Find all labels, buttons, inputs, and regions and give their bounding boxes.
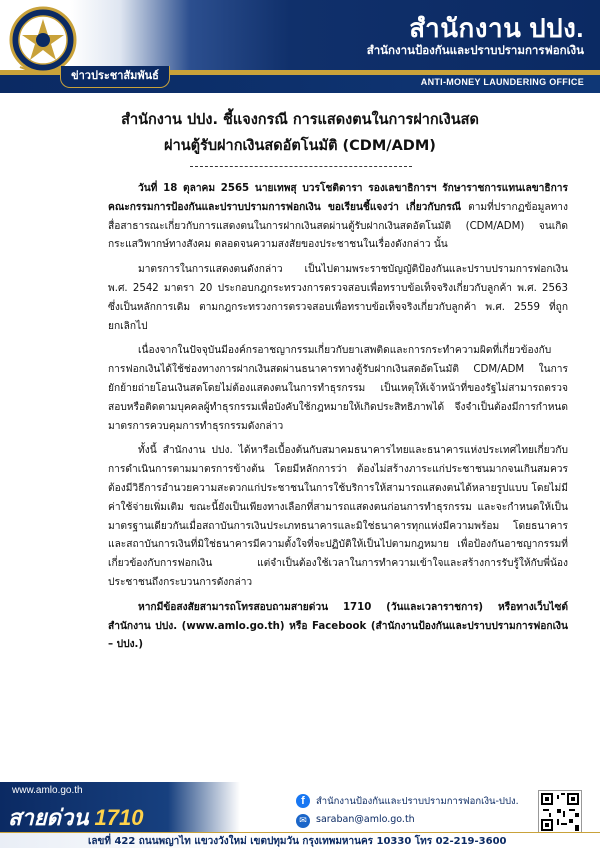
website-link[interactable]: www.amlo.go.th	[12, 785, 83, 796]
facebook-link[interactable]: สำนักงานป้องกันและปราบปรามการฟอกเงิน-ปปง.	[316, 796, 519, 807]
org-subtitle: สำนักงานป้องกันและปราบปรามการฟอกเงิน	[366, 43, 584, 57]
title-divider	[190, 166, 412, 167]
document-body	[108, 180, 568, 661]
document-title-line1: สำนักงาน ปปง. ชี้แจงกรณี การแสดงตนในการฝากเงินสด	[121, 112, 479, 128]
page-footer	[0, 782, 600, 848]
paragraph-5-contact: หากมีข้อสงสัยสามารถโทรสอบถามสายด่วน 1710 (วันและเวลาราชการ) หรือทางเว็บไซต์สำนักงาน ปปง. (www.amlo.go.th) หรือ Facebook (สำนักงานป้องกันและปราบปรามการฟอกเงิน – ปปง.)	[108, 601, 568, 651]
news-tab: ข่าวประชาสัมพันธ์	[60, 66, 170, 88]
facebook-icon: f	[296, 794, 310, 808]
hotline-number: 1710	[94, 805, 144, 830]
qr-code-icon	[538, 790, 582, 834]
page-header	[0, 0, 600, 95]
paragraph-1	[108, 180, 568, 255]
hotline-label: สายด่วน	[8, 805, 89, 830]
document-title-line2: ผ่านตู้รับฝากเงินสดอัตโนมัติ (CDM/ADM)	[164, 138, 436, 154]
email-link[interactable]: saraban@amlo.go.th	[316, 814, 415, 825]
paragraph-2: มาตรการในการแสดงตนดังกล่าว เป็นไปตามพระราชบัญญัติป้องกันและปราบปรามการฟอกเงิน พ.ศ. 2542 มาตรา 20 ประกอบกฎกระทรวงการตรวจสอบเพื่อทราบข้อเท็จจริงเกี่ยวกับลูกค้า พ.ศ. 2563 ซึ่งเป็นหลักการเดิม ตามกฎกระทรวงการตรวจสอบเพื่อทราบข้อเท็จจริงเกี่ยวกับลูกค้า พ.ศ. 2559 ที่ถูกยกเลิกไป	[108, 264, 568, 332]
paragraph-4: ทั้งนี้ สำนักงาน ปปง. ได้หารือเบื้องต้นกับสมาคมธนาคารไทยและธนาคารแห่งประเทศไทยเกี่ยวกับการดำเนินการตามมาตรการข้างต้น โดยมีหลักการว่า ต้องไม่สร้างภาระแก่ประชาชนมากจนเกินสมควร ต้องมีวิธีการอำนวยความสะดวกแก่ประชาชนในการใช้บริการให้สามารถแสดงตนได้หลายรูปแบบ โดยไม่มีค่าใช้จ่ายเพิ่มเติม ขณะนี้ยังเป็นเพียงทางเลือกที่สามารถแสดงตนก่อนการทำธุรกรรม และจะกำหนดให้เป็นมาตรฐานเดียวกันเมื่อสถาบันการเงินประเภทธนาคารและมิใช่ธนาคารทุกแห่งมีความพร้อม โดยธนาคารและสถาบันการเงินที่มิใช่ธนาคารมีความตั้งใจที่จะปฏิบัติให้เป็นไปตามกฎหมาย เพื่อป้องกันอาชญากรรมที่เกี่ยวข้องกับการฟอกเงิน แต่จำเป็นต้องใช้เวลาในการทำความเข้าใจและสร้างการรับรู้ให้กับพี่น้องประชาชนถึงกระบวนการดังกล่าว	[108, 445, 568, 588]
paragraph-3: เนื่องจากในปัจจุบันมีองค์กรอาชญากรรมเกี่ยวกับยาเสพติดและการกระทำความผิดที่เกี่ยวข้องกับการฟอกเงินได้ใช้ช่องทางการฝากเงินสดผ่านธนาคารทางตู้รับฝากเงินสดอัตโนมัติ CDM/ADM ในการยักย้ายถ่ายโอนเงินสดโดยไม่ต้องแสดงตนในการทำธุรกรรม เป็นเหตุให้เจ้าหน้าที่ของรัฐไม่สามารถตรวจสอบหรือติดตามบุคคลผู้ทำธุรกรรมเพื่อบังคับใช้กฎหมายให้เกิดประสิทธิภาพได้ จึงจำเป็นต้องมีการกำหนดมาตรการควบคุมการทำธุรกรรมดังกล่าว	[108, 345, 568, 432]
org-title: สำนักงาน ปปง.	[409, 13, 584, 43]
hotline	[8, 800, 143, 835]
amlo-logo-icon	[8, 5, 78, 75]
paragraph-1-rest: ตามที่ปรากฏข้อมูลทางสื่อสาธารณะเกี่ยวกับการแสดงตนในการฝากเงินสดผ่านตู้รับฝากเงินสดอัตโนมัติ (CDM/ADM) จนเกิดกระแสวิพากษ์ทางสังคม ตลอดจนความสงสัยของประชาชนในเรื่องดังกล่าว นั้น	[108, 201, 568, 251]
paragraph-1-lead: วันที่ 18 ตุลาคม 2565 นายเทพสุ บวรโชติดารา รองเลขาธิการฯ รักษาราชการแทนเลขาธิการคณะกรรมการป้องกันและปราบปรามการฟอกเงิน ขอเรียนชี้แจงว่า เกี่ยวกับกรณี	[108, 183, 568, 213]
org-english-name: ANTI-MONEY LAUNDERING OFFICE	[420, 77, 584, 87]
office-address: เลขที่ 422 ถนนพญาไท แขวงวังใหม่ เขตปทุมวัน กรุงเทพมหานคร 10330 โทร 02-219-3600	[88, 836, 507, 847]
email-icon: ✉	[296, 814, 310, 828]
